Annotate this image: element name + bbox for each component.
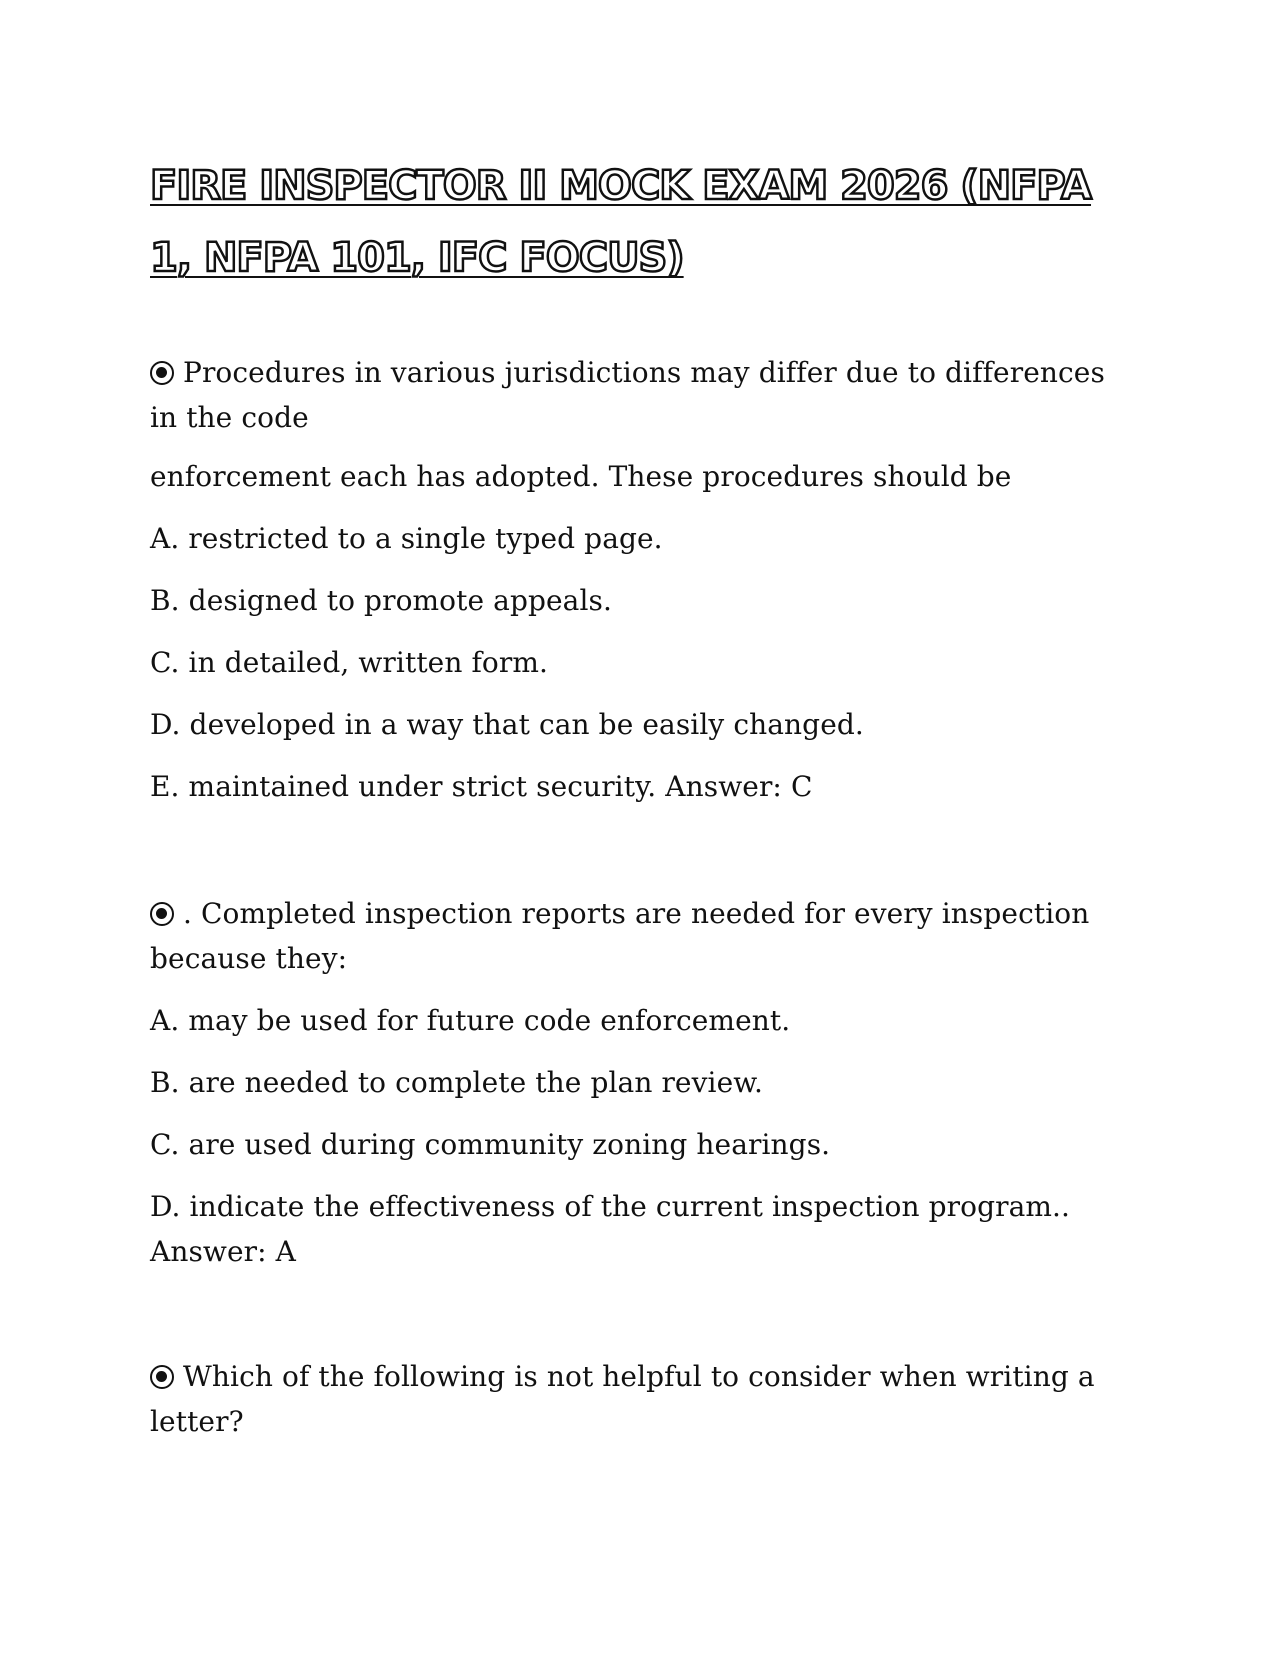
answer-option-a: A. restricted to a single typed page. [150, 522, 663, 555]
question-1 [150, 350, 1110, 809]
answer-option-d: D. indicate the effectiveness of the current inspection program.. Answer: A [150, 1190, 1071, 1268]
question-stem-continuation: enforcement each has adopted. These procedures should be [150, 460, 1012, 493]
radio-bullet-icon [150, 902, 174, 926]
question-stem-text: . Completed inspection reports are needed for every inspection because they: [150, 897, 1090, 975]
page-title: FIRE INSPECTOR II MOCK EXAM 2026 (NFPA 1, NFPA 101, IFC FOCUS) [150, 163, 1092, 281]
answer-option-e: E. maintained under strict security. Answer: C [150, 770, 813, 803]
answer-option-c: C. in detailed, written form. [150, 646, 549, 679]
answer-option-a: A. may be used for future code enforcement. [150, 1004, 791, 1037]
radio-bullet-icon [150, 1365, 174, 1389]
radio-bullet-icon [150, 361, 174, 385]
answer-option-b: B. are needed to complete the plan review. [150, 1066, 763, 1099]
question-stem-text: Procedures in various jurisdictions may differ due to differences in the code [150, 356, 1105, 434]
answer-option-b: B. designed to promote appeals. [150, 584, 612, 617]
answer-option-d: D. developed in a way that can be easily changed. [150, 708, 864, 741]
question-3 [150, 1354, 1110, 1444]
question-stem-text: Which of the following is not helpful to consider when writing a letter? [150, 1360, 1095, 1438]
question-stem [150, 350, 1110, 440]
question-stem [150, 891, 1110, 981]
answer-option-c: C. are used during community zoning hearings. [150, 1128, 831, 1161]
question-stem [150, 1354, 1110, 1444]
question-2 [150, 891, 1110, 1274]
